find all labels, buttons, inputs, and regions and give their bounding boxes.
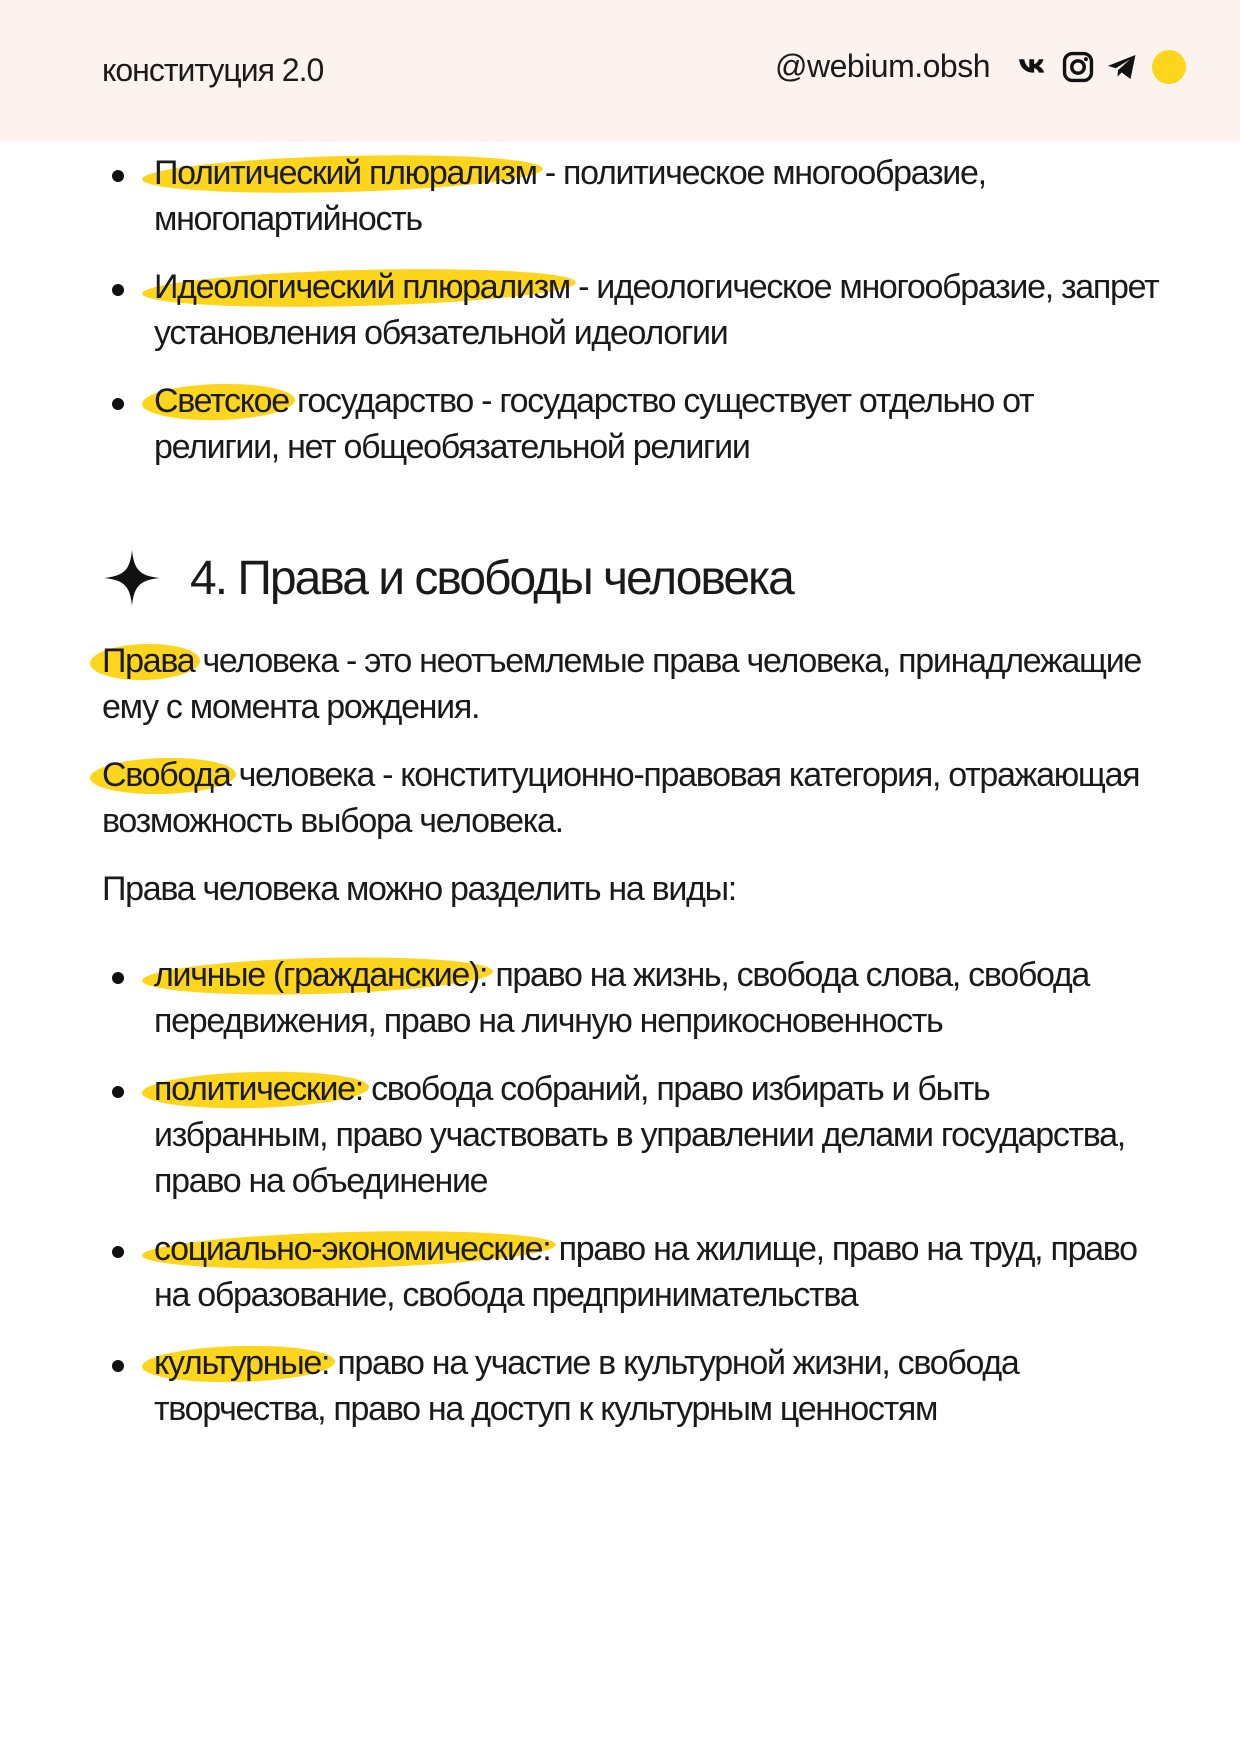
page-content — [102, 150, 1162, 1432]
list-item — [102, 952, 1162, 1044]
page-header — [0, 0, 1240, 142]
section-title: 4. Права и свободы человека — [190, 551, 793, 605]
instagram-icon[interactable] — [1060, 49, 1096, 85]
item-text: идеологическое многообразие, запрет установления обязательной идеологии — [154, 268, 1159, 352]
list-item — [102, 1066, 1162, 1204]
sparkle-icon — [102, 548, 162, 608]
list-item: Идеологический плюрализм - идеологическое многообразие, запрет установления обязательной идеологии — [102, 264, 1162, 356]
list-item — [102, 1226, 1162, 1318]
highlighted-term: Светское — [154, 382, 289, 420]
definition-text: человека - конституционно-правовая категория, отражающая возможность выбора человека. — [102, 756, 1140, 840]
highlighted-term: Права — [102, 642, 195, 680]
doc-title: конституция 2.0 — [102, 52, 324, 88]
principles-list — [102, 150, 1162, 470]
section-heading — [102, 548, 1162, 608]
types-intro: Права человека можно разделить на виды: — [102, 870, 736, 908]
item-text: право на жизнь, свобода слова, свобода передвижения, право на личную неприкосновенность — [154, 956, 1090, 1040]
list-item — [102, 1340, 1162, 1432]
social-bar — [775, 48, 1186, 85]
vk-icon[interactable] — [1016, 49, 1052, 85]
definition-paragraph — [102, 638, 1162, 730]
item-text: право на жилище, право на труд, право на образование, свобода предпринимательства — [154, 1230, 1137, 1314]
highlighted-term: личные (гражданские): — [154, 956, 488, 994]
highlighted-term: политические: — [154, 1070, 363, 1108]
item-text: право на участие в культурной жизни, свобода творчества, право на доступ к культурным ценностям — [154, 1344, 1019, 1428]
item-text: государство - государство существует отдельно от религии, нет общеобязательной религии — [154, 382, 1034, 466]
item-text: политическое многообразие, многопартийность — [154, 154, 986, 238]
highlighted-term: социально-экономические: — [154, 1230, 551, 1268]
telegram-icon[interactable] — [1104, 49, 1140, 85]
highlighted-term: Политический плюрализм — [154, 154, 537, 192]
highlighted-term: Идеологический плюрализм — [154, 268, 570, 306]
accent-dot — [1152, 50, 1186, 84]
highlighted-term: культурные: — [154, 1344, 330, 1382]
account-handle[interactable]: @webium.obsh — [774, 48, 990, 84]
list-item — [102, 378, 1162, 470]
item-text: свобода собраний, право избирать и быть избранным, право участвовать в управлении делами государства, право на объединение — [154, 1070, 1125, 1200]
list-item: Политический плюрализм - политическое многообразие, многопартийность — [102, 150, 1162, 242]
highlighted-term: Свобода — [102, 756, 231, 794]
rights-types-list — [102, 952, 1162, 1432]
definition-text: человека - это неотъемлемые права человека, принадлежащие ему с момента рождения. — [102, 642, 1142, 726]
definition-paragraph — [102, 752, 1162, 844]
